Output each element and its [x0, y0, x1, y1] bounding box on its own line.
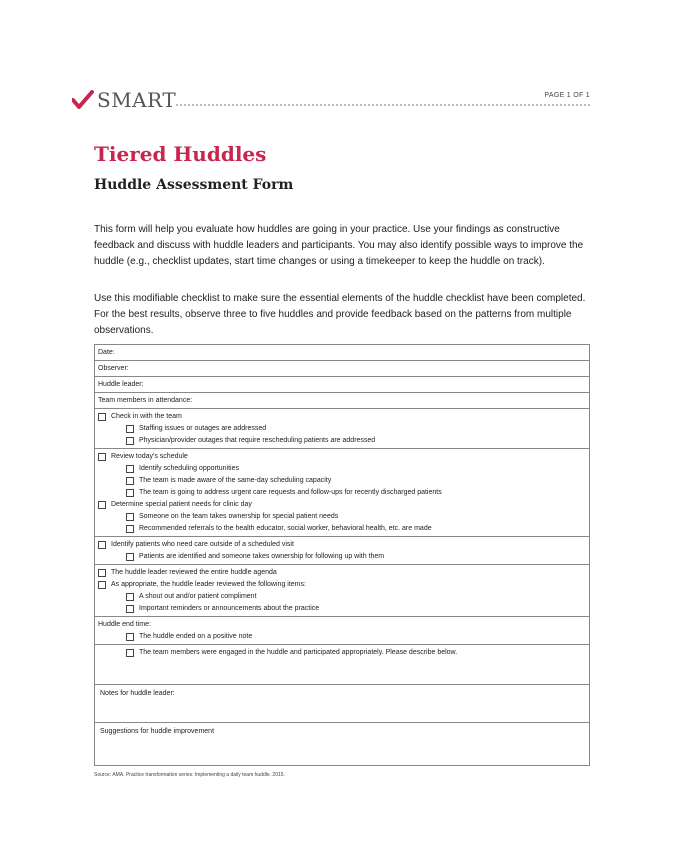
- checklist-item-positive-note[interactable]: The huddle ended on a positive note: [98, 631, 586, 643]
- source-citation: Source: AMA. Practice transformation series: Implementing a daily team huddle. 2015.: [94, 772, 285, 778]
- checkbox[interactable]: [126, 477, 134, 485]
- checkbox[interactable]: [126, 525, 134, 533]
- engagement-section[interactable]: [95, 645, 589, 685]
- observer-label: Observer:: [98, 365, 129, 372]
- checkbox[interactable]: [126, 465, 134, 473]
- checklist-item-agenda[interactable]: The huddle leader reviewed the entire huddle agenda: [98, 567, 586, 579]
- checkbox[interactable]: [126, 553, 134, 561]
- checkbox[interactable]: [98, 453, 106, 461]
- assessment-form: [94, 344, 590, 766]
- checklist-item-urgent-care[interactable]: The team is going to address urgent care requests and follow-ups for recently discharged patients: [98, 487, 586, 499]
- checklist-item-provider-outages[interactable]: Physician/provider outages that require rescheduling patients are addressed: [98, 435, 586, 447]
- checkbox[interactable]: [126, 489, 134, 497]
- header-dotted-divider: [176, 104, 590, 106]
- checklist-item-follow-up[interactable]: Patients are identified and someone takes ownership for following up with them: [98, 551, 586, 563]
- checklist-item-schedule[interactable]: Review today's schedule: [98, 451, 586, 463]
- page-indicator: PAGE 1 OF 1: [544, 92, 590, 99]
- checkbox[interactable]: [98, 501, 106, 509]
- checklist-item-ownership[interactable]: Someone on the team takes ownership for special patient needs: [98, 511, 586, 523]
- checklist-item-same-day-capacity[interactable]: The team is made aware of the same-day scheduling capacity: [98, 475, 586, 487]
- checkbox[interactable]: [126, 437, 134, 445]
- checkbox[interactable]: [126, 633, 134, 641]
- checkbox[interactable]: [98, 413, 106, 421]
- checklist-item-special-needs[interactable]: Determine special patient needs for clinic day: [98, 499, 586, 511]
- checklist-item-scheduling-opportunities[interactable]: Identify scheduling opportunities: [98, 463, 586, 475]
- suggestions-field[interactable]: [95, 723, 589, 765]
- checkbox[interactable]: [126, 425, 134, 433]
- page-subtitle: Huddle Assessment Form: [94, 177, 294, 193]
- checkin-section: [95, 409, 589, 449]
- observer-field[interactable]: [95, 361, 589, 377]
- end-time-label: Huddle end time:: [98, 621, 151, 628]
- intro-paragraph-1: This form will help you evaluate how huddles are going in your practice. Use your findings as constructive feedback and discuss with huddle leaders and participants. You may also identify possible ways to improve the huddle (e.g., checklist updates, start time changes or using a timekeeper to keep the huddle on track).: [94, 224, 584, 267]
- checklist-item-checkin[interactable]: Check in with the team: [98, 411, 586, 423]
- checkbox[interactable]: [126, 513, 134, 521]
- intro-paragraph-2: Use this modifiable checklist to make sure the essential elements of the huddle checklist have been completed. For the best results, observe three to five huddles and provide feedback based on the patterns from multiple observations.: [94, 293, 586, 336]
- attendance-field[interactable]: [95, 393, 589, 409]
- checkbox[interactable]: [126, 605, 134, 613]
- checklist-item-reminders[interactable]: Important reminders or announcements about the practice: [98, 603, 586, 615]
- notes-label: Notes for huddle leader:: [100, 690, 175, 697]
- page-title: Tiered Huddles: [94, 142, 267, 166]
- schedule-section: [95, 449, 589, 537]
- date-label: Date:: [98, 349, 115, 356]
- checkbox[interactable]: [126, 649, 134, 657]
- end-time-field[interactable]: [95, 617, 589, 645]
- suggestions-label: Suggestions for huddle improvement: [100, 728, 215, 735]
- checklist-item-appropriate[interactable]: As appropriate, the huddle leader reviewed the following items:: [98, 579, 586, 591]
- checklist-item-shout-out[interactable]: A shout out and/or patient compliment: [98, 591, 586, 603]
- checklist-item-staffing[interactable]: Staffing issues or outages are addressed: [98, 423, 586, 435]
- date-field[interactable]: [95, 345, 589, 361]
- checklist-item-outside-care[interactable]: Identify patients who need care outside of a scheduled visit: [98, 539, 586, 551]
- smart-logo: [72, 90, 176, 110]
- checkbox[interactable]: [126, 593, 134, 601]
- agenda-section: [95, 565, 589, 617]
- logo-text: SMART: [97, 88, 177, 112]
- notes-field[interactable]: [95, 685, 589, 723]
- huddle-leader-label: Huddle leader:: [98, 381, 144, 388]
- checkbox[interactable]: [98, 541, 106, 549]
- checklist-item-referrals[interactable]: Recommended referrals to the health educator, social worker, behavioral health, etc. are made: [98, 523, 586, 535]
- huddle-leader-field[interactable]: [95, 377, 589, 393]
- checkbox[interactable]: [98, 569, 106, 577]
- checklist-item-engaged[interactable]: The team members were engaged in the huddle and participated appropriately. Please describe below.: [98, 647, 586, 659]
- checkmark-icon: [72, 90, 94, 110]
- outside-care-section: [95, 537, 589, 565]
- attendance-label: Team members in attendance:: [98, 397, 193, 404]
- checkbox[interactable]: [98, 581, 106, 589]
